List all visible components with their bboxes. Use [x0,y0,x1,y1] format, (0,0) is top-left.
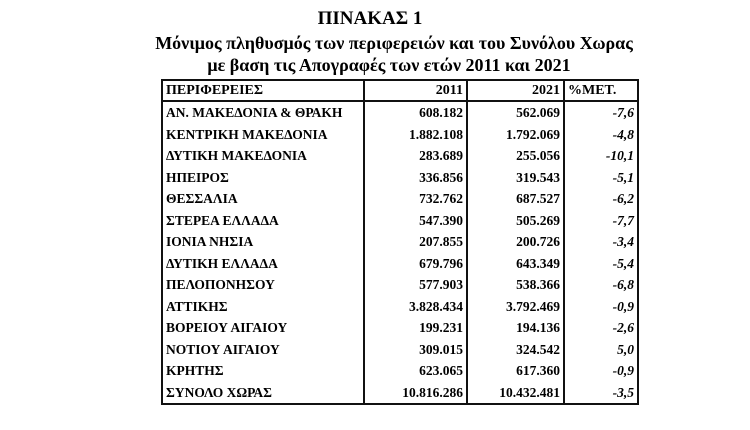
table-row [162,210,638,232]
population-2021: 562.069 [467,101,564,124]
population-2011: 3.828.434 [364,296,467,318]
table-row [162,253,638,275]
region-name: ΔΥΤΙΚΗ ΜΑΚΕΔΟΝΙΑ [162,145,364,167]
population-2021: 194.136 [467,317,564,339]
population-table [161,79,639,405]
percent-change: -7,7 [612,212,634,228]
table-row-total [162,382,638,405]
percent-change: -3,5 [612,384,634,400]
percent-change: -7,6 [612,105,634,120]
table-row [162,274,638,296]
population-2011: 1.882.108 [364,124,467,146]
region-name: ΗΠΕΙΡΟΣ [162,167,364,189]
percent-change: -10,1 [605,148,634,163]
population-2021: 200.726 [467,231,564,253]
population-2021: 687.527 [467,188,564,210]
table-row [162,124,638,146]
population-2011: 199.231 [364,317,467,339]
header-2021: 2021 [467,80,564,101]
population-2021: 3.792.469 [467,296,564,318]
percent-change: -3,4 [612,234,634,249]
header-2011: 2011 [364,80,467,101]
table-row [162,145,638,167]
population-2021: 1.792.069 [467,124,564,146]
population-2011: 309.015 [364,339,467,361]
population-2011: 283.689 [364,145,467,167]
region-name: ΔΥΤΙΚΗ ΕΛΛΑΔΑ [162,253,364,275]
percent-change: -0,9 [612,363,634,378]
percent-change: -4,8 [612,126,634,142]
population-2011: 679.796 [364,253,467,275]
region-name: ΑΝ. ΜΑΚΕΔΟΝΙΑ & ΘΡΑΚΗ [162,101,364,124]
population-2021: 505.269 [467,210,564,232]
table-row [162,167,638,189]
population-2021: 10.432.481 [467,382,564,405]
population-2011: 623.065 [364,360,467,382]
population-2011: 608.182 [364,101,467,124]
region-name: ΚΡΗΤΗΣ [162,360,364,382]
header-region: ΠΕΡΙΦΕΡΕΙΕΣ [162,80,364,101]
population-2011: 10.816.286 [364,382,467,405]
region-name: ΣΥΝΟΛΟ ΧΩΡΑΣ [162,382,364,405]
percent-change: 5,0 [617,341,634,357]
region-name: ΣΤΕΡΕΑ ΕΛΛΑΔΑ [162,210,364,232]
population-2021: 538.366 [467,274,564,296]
region-name: ΝΟΤΙΟΥ ΑΙΓΑΙΟΥ [162,339,364,361]
table-row [162,101,638,124]
percent-change: -6,2 [612,191,634,206]
percent-change: -5,1 [612,169,634,185]
population-2021: 319.543 [467,167,564,189]
percent-change: -6,8 [612,277,634,292]
percent-change: -2,6 [612,320,634,335]
population-2011: 336.856 [364,167,467,189]
percent-change: -5,4 [612,255,634,271]
table-row [162,317,638,339]
header-row [162,80,638,101]
header-change: %ΜΕΤ. [564,80,638,101]
table-row [162,360,638,382]
table-title-line2: με βαση τις Απογραφές των ετών 2011 και 2021 [207,55,571,75]
population-2011: 577.903 [364,274,467,296]
population-2011: 547.390 [364,210,467,232]
region-name: ΑΤΤΙΚΗΣ [162,296,364,318]
region-name: ΚΕΝΤΡΙΚΗ ΜΑΚΕΔΟΝΙΑ [162,124,364,146]
population-2011: 732.762 [364,188,467,210]
population-2011: 207.855 [364,231,467,253]
table-title-line1: Μόνιμος πληθυσμός των περιφερειών και του Συνόλου Χωρας [155,33,633,53]
region-name: ΠΕΛΟΠΟΝΗΣΟΥ [162,274,364,296]
population-2021: 617.360 [467,360,564,382]
table-row [162,188,638,210]
table-row [162,296,638,318]
population-2021: 324.542 [467,339,564,361]
table-row [162,339,638,361]
table-row [162,231,638,253]
percent-change: -0,9 [612,298,634,314]
population-2021: 643.349 [467,253,564,275]
population-2021: 255.056 [467,145,564,167]
region-name: ΒΟΡΕΙΟΥ ΑΙΓΑΙΟΥ [162,317,364,339]
table-label: ΠΙΝΑΚΑΣ 1 [317,8,423,29]
region-name: ΘΕΣΣΑΛΙΑ [162,188,364,210]
region-name: ΙΟΝΙΑ ΝΗΣΙΑ [162,231,364,253]
